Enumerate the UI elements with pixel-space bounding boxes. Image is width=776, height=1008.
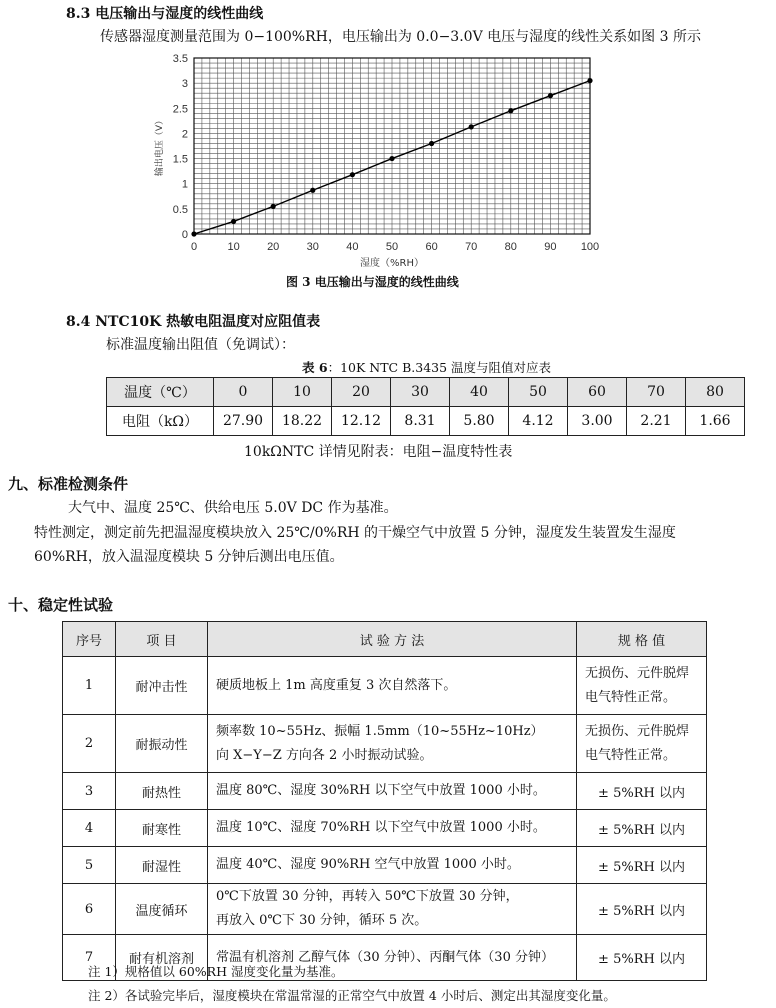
note-2: 注 2）各试验完毕后，湿度模块在常温常湿的正常空气中放置 4 小时后、测定出其湿度变化量。 — [88, 988, 616, 1003]
y-tick-label: 1.5 — [172, 153, 188, 166]
row-item: 温度循环 — [116, 884, 208, 935]
row-method — [208, 884, 577, 935]
section-9-line-3: 60%RH，放入温湿度模块 5 分钟后测出电压值。 — [34, 549, 344, 565]
data-point — [587, 78, 592, 83]
row-item: 耐有机溶剂 — [116, 935, 208, 981]
row-number: 7 — [63, 935, 116, 981]
data-point — [548, 93, 553, 98]
chart-caption-text: 图 3 电压输出与湿度的线性曲线 — [286, 275, 459, 289]
temp-cell: 20 — [332, 378, 391, 407]
row-item: 耐冲击性 — [116, 657, 208, 715]
row-item: 耐寒性 — [116, 810, 208, 847]
note-1: 注 1）规格值以 60%RH 湿度变化量为基准。 — [88, 964, 344, 979]
data-point — [350, 172, 355, 177]
y-tick-label: 2.5 — [172, 103, 188, 116]
section-10-heading: 十、稳定性试验 — [8, 596, 114, 614]
section-8-4-subtitle: 标准温度输出阻值（免调试）： — [106, 337, 295, 353]
table-row — [63, 810, 707, 847]
section-9-line-2: 特性测定，测定前先把温湿度模块放入 25℃/0%RH 的干燥空气中放置 5 分钟，湿度发生装置发生湿度 — [34, 525, 676, 541]
x-tick-label: 60 — [425, 241, 438, 253]
row-number: 1 — [63, 657, 116, 715]
table-row — [63, 657, 707, 715]
y-tick-label: 3 — [181, 78, 188, 91]
resistance-cell: 8.31 — [391, 407, 450, 436]
data-point — [191, 231, 196, 236]
row-method — [208, 847, 577, 884]
x-tick-label: 80 — [504, 241, 517, 253]
row-number: 4 — [63, 810, 116, 847]
section-8-3-description: 传感器湿度测量范围为 0−100%RH，电压输出为 0.0−3.0V 电压与湿度的线性关系如图 3 所示 — [100, 29, 701, 45]
row-spec — [577, 773, 707, 810]
temp-cell: 40 — [450, 378, 509, 407]
temp-cell: 80 — [686, 378, 745, 407]
resistance-cell: 27.90 — [214, 407, 273, 436]
temp-cell: 60 — [568, 378, 627, 407]
x-tick-label: 20 — [267, 241, 280, 253]
resistance-cell: 4.12 — [509, 407, 568, 436]
column-header-spec: 规 格 值 — [577, 622, 707, 657]
row-spec — [577, 935, 707, 981]
y-tick-label: 0 — [181, 229, 188, 241]
resistance-cell: 12.12 — [332, 407, 391, 436]
temp-cell: 70 — [627, 378, 686, 407]
table-row — [63, 884, 707, 935]
spec-line: 电气特性正常。 — [585, 689, 677, 705]
y-tick-label: 0.5 — [172, 203, 188, 216]
row-item: 耐湿性 — [116, 847, 208, 884]
section-9-line-1: 大气中、温度 25℃、供给电压 5.0V DC 作为基准。 — [68, 500, 398, 516]
resistance-row — [107, 407, 745, 436]
row-number: 6 — [63, 884, 116, 935]
ntc-table-caption-text: ：10K NTC B.3435 温度与阻值对应表 — [327, 360, 552, 375]
chart-caption — [286, 273, 459, 290]
spec-line: 电气特性正常。 — [585, 747, 677, 763]
method-line: 温度 10℃、湿度 70%RH 以下空气中放置 1000 小时。 — [216, 820, 546, 835]
table-row — [63, 715, 707, 773]
resistance-cell: 1.66 — [686, 407, 745, 436]
data-point — [271, 204, 276, 209]
ntc-table-caption — [302, 358, 551, 376]
spec-line: ± 5%RH 以内 — [598, 903, 685, 919]
resistance-cell: 18.22 — [273, 407, 332, 436]
data-point — [429, 141, 434, 146]
row-method — [208, 715, 577, 773]
row-item: 耐热性 — [116, 773, 208, 810]
row-method — [208, 773, 577, 810]
method-line: 温度 80℃、湿度 30%RH 以下空气中放置 1000 小时。 — [216, 783, 546, 798]
method-line: 0℃下放置 30 分钟，再转入 50℃下放置 30 分钟， — [216, 889, 519, 904]
temp-cell: 0 — [214, 378, 273, 407]
method-line: 再放入 0℃下 30 分钟，循环 5 次。 — [216, 913, 428, 928]
method-line: 频率数 10~55Hz、振幅 1.5mm（10~55Hz~10Hz） — [216, 723, 544, 739]
x-tick-label: 10 — [227, 241, 240, 253]
row-number: 2 — [63, 715, 116, 773]
spec-line: 无损伤、元件脱焊 — [585, 665, 690, 681]
y-tick-label: 1 — [181, 178, 188, 191]
x-tick-label: 0 — [190, 241, 198, 253]
spec-line: ± 5%RH 以内 — [598, 822, 685, 838]
y-tick-label: 2 — [181, 128, 188, 141]
x-tick-label: 40 — [346, 241, 359, 253]
ntc-footnote: 10kΩNTC 详情见附表：电阻−温度特性表 — [244, 444, 513, 460]
x-tick-label: 100 — [580, 241, 600, 253]
ntc-table-caption-label: 表 6 — [302, 360, 328, 375]
section-8-3-heading: 8.3 电压输出与湿度的线性曲线 — [66, 6, 264, 22]
temp-cell: 50 — [509, 378, 568, 407]
row-method — [208, 657, 577, 715]
ntc-resistance-table — [106, 377, 745, 436]
resistance-cell: 2.21 — [627, 407, 686, 436]
row-spec — [577, 657, 707, 715]
column-header-method: 试 验 方 法 — [208, 622, 577, 657]
resistance-row-header: 电阻（kΩ） — [107, 407, 214, 436]
data-point — [310, 188, 315, 193]
x-tick-label: 90 — [544, 241, 557, 253]
y-tick-label: 3.5 — [172, 53, 188, 65]
stability-header-row — [63, 622, 707, 657]
x-tick-label: 30 — [306, 241, 319, 253]
row-spec — [577, 884, 707, 935]
method-line: 硬质地板上 1m 高度重复 3 次自然落下。 — [216, 677, 457, 693]
x-tick-label: 70 — [465, 241, 478, 253]
spec-line: ± 5%RH 以内 — [598, 859, 685, 875]
data-point — [389, 156, 394, 161]
column-header-item: 项 目 — [116, 622, 208, 657]
section-8-4-heading: 8.4 NTC10K 热敏电阻温度对应阻值表 — [66, 314, 321, 330]
spec-line: ± 5%RH 以内 — [598, 952, 685, 967]
y-axis-label: 输出电压（V） — [155, 115, 165, 177]
temp-cell: 30 — [391, 378, 450, 407]
row-item: 耐振动性 — [116, 715, 208, 773]
temp-cell: 10 — [273, 378, 332, 407]
table-row — [63, 847, 707, 884]
stability-test-table — [62, 621, 707, 981]
method-line: 温度 40℃、湿度 90%RH 空气中放置 1000 小时。 — [216, 857, 520, 872]
resistance-cell: 3.00 — [568, 407, 627, 436]
voltage-humidity-chart — [150, 50, 610, 272]
spec-line: ± 5%RH 以内 — [598, 785, 685, 801]
row-spec — [577, 810, 707, 847]
section-9-heading: 九、标准检测条件 — [8, 475, 129, 493]
column-header-no: 序号 — [63, 622, 116, 657]
method-line: 常温有机溶剂 乙醇气体（30 分钟）、丙酮气体（30 分钟） — [216, 949, 554, 965]
spec-line: 无损伤、元件脱焊 — [585, 723, 690, 739]
resistance-cell: 5.80 — [450, 407, 509, 436]
x-axis-label: 湿度（%RH） — [360, 258, 424, 269]
row-number: 3 — [63, 773, 116, 810]
data-point — [508, 108, 513, 113]
row-method — [208, 810, 577, 847]
data-point — [231, 219, 236, 224]
table-row — [63, 773, 707, 810]
row-spec — [577, 715, 707, 773]
data-point — [469, 124, 474, 129]
row-number: 5 — [63, 847, 116, 884]
row-spec — [577, 847, 707, 884]
x-tick-label: 50 — [385, 241, 399, 253]
temperature-row-header: 温度（℃） — [107, 378, 214, 407]
method-line: 向 X−Y−Z 方向各 2 小时振动试验。 — [216, 747, 433, 763]
temperature-row — [107, 378, 745, 407]
